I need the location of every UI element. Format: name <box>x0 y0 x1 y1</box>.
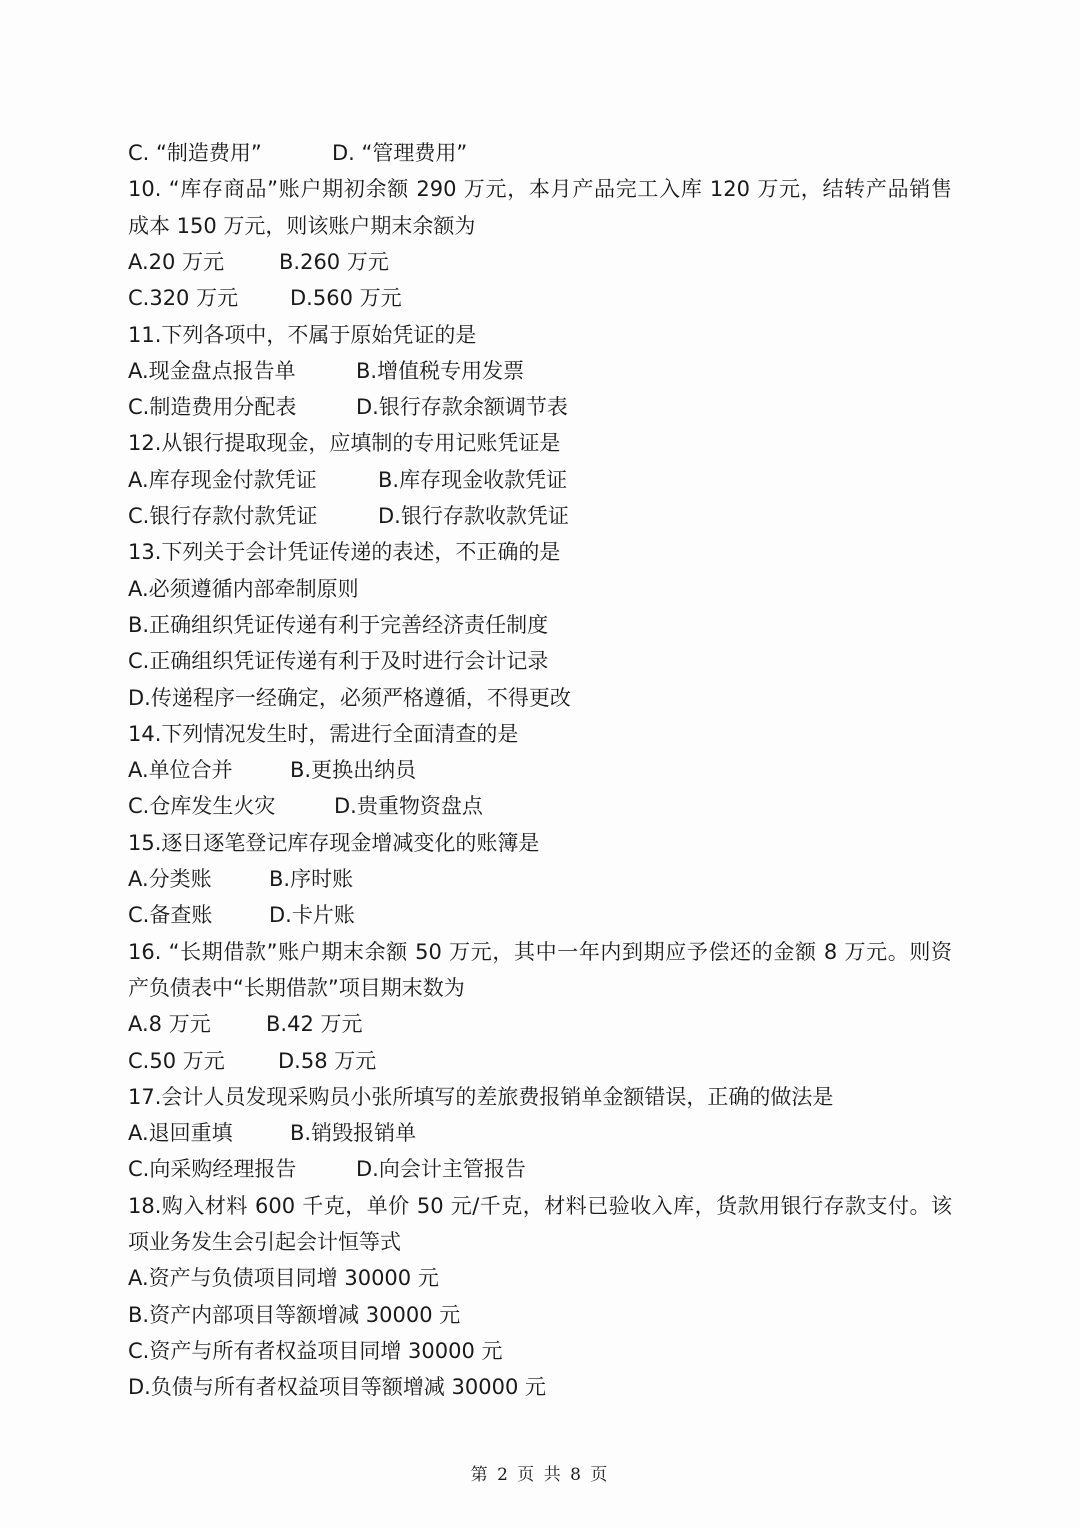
text-line <box>128 1080 833 1114</box>
text-line <box>128 1370 546 1404</box>
answer-option: A.8 万元 <box>128 1012 211 1037</box>
answer-option: B.库存现金收款凭证 <box>378 467 568 492</box>
text-line <box>128 717 518 751</box>
text-line <box>128 209 475 243</box>
answer-option: D.贵重物资盘点 <box>334 794 483 819</box>
answer-option: C.320 万元 <box>128 286 239 311</box>
answer-option: B.销毁报销单 <box>290 1121 417 1146</box>
option-row <box>128 499 569 533</box>
text-line <box>128 1225 401 1259</box>
line-text: 13.下列关于会计凭证传递的表述，不正确的是 <box>128 540 561 565</box>
text-line <box>128 318 476 352</box>
answer-option: A.退回重填 <box>128 1121 233 1146</box>
line-text: 12.从银行提取现金，应填制的专用记账凭证是 <box>128 431 561 456</box>
option-row <box>128 898 355 932</box>
line-text: 10. “库存商品”账户期初余额 290 万元，本月产品完工入库 120 万元，结转产品销售 <box>128 177 952 202</box>
text-line <box>128 826 539 860</box>
option-row <box>128 862 354 896</box>
answer-option: B.更换出纳员 <box>290 758 417 783</box>
answer-option: D.卡片账 <box>269 903 355 928</box>
option-row <box>128 390 568 424</box>
text-line <box>128 1334 503 1368</box>
answer-option: D.560 万元 <box>290 286 402 311</box>
answer-option: A.现金盘点报告单 <box>128 358 296 383</box>
line-text: 成本 150 万元，则该账户期末余额为 <box>128 213 476 238</box>
option-row <box>128 1044 377 1078</box>
option-row <box>128 753 417 787</box>
answer-option: D. “管理费用” <box>332 141 468 165</box>
text-line <box>128 1189 952 1223</box>
line-text: 产负债表中“长期借款”项目期末数为 <box>128 975 465 1000</box>
answer-option: C.制造费用分配表 <box>128 395 297 420</box>
page-number: 第 2 页 共 8 页 <box>470 1465 610 1485</box>
answer-option: D.银行存款收款凭证 <box>378 504 569 528</box>
line-text: 16. “长期借款”账户期末余额 50 万元，其中一年内到期应予偿还的金额 8 万元。则资 <box>128 939 952 964</box>
answer-option: C.仓库发生火灾 <box>128 794 276 819</box>
option-row <box>128 1116 417 1150</box>
text-line <box>128 971 465 1005</box>
line-text: B.正确组织凭证传递有利于完善经济责任制度 <box>128 612 549 637</box>
answer-option: A.库存现金付款凭证 <box>128 467 317 492</box>
text-line <box>128 935 952 969</box>
answer-option: A.20 万元 <box>128 249 225 274</box>
text-line <box>128 172 952 206</box>
line-text: 15.逐日逐笔登记库存现金增减变化的账簿是 <box>128 830 540 855</box>
line-text: C.资产与所有者权益项目同增 30000 元 <box>128 1338 503 1363</box>
answer-option: D.向会计主管报告 <box>356 1157 526 1182</box>
option-row <box>128 281 402 315</box>
answer-option: D.58 万元 <box>278 1048 377 1073</box>
text-line <box>128 1261 439 1295</box>
option-row <box>128 1007 363 1041</box>
option-row <box>128 136 468 170</box>
text-line <box>128 1298 460 1332</box>
line-text: C.正确组织凭证传递有利于及时进行会计记录 <box>128 649 549 674</box>
line-text: 17.会计人员发现采购员小张所填写的差旅费报销单金额错误，正确的做法是 <box>128 1084 834 1109</box>
option-row <box>128 354 525 388</box>
answer-option: A.单位合并 <box>128 758 233 783</box>
line-text: A.资产与负债项目同增 30000 元 <box>128 1266 439 1291</box>
line-text: D.传递程序一经确定，必须严格遵循，不得更改 <box>128 685 571 710</box>
option-row <box>128 463 568 497</box>
answer-option: B.增值税专用发票 <box>356 358 525 383</box>
text-line <box>128 681 571 715</box>
text-line <box>128 535 560 569</box>
answer-option: B.序时账 <box>269 867 354 891</box>
line-text: A.必须遵循内部牵制原则 <box>128 576 359 601</box>
line-text: D.负债与所有者权益项目等额增减 30000 元 <box>128 1375 546 1400</box>
text-line <box>128 608 548 642</box>
option-row <box>128 245 389 279</box>
answer-option: C.50 万元 <box>128 1048 225 1073</box>
answer-option: A.分类账 <box>128 867 212 891</box>
text-line <box>128 644 548 678</box>
option-row <box>128 1152 526 1186</box>
answer-option: C.备查账 <box>128 903 213 928</box>
text-line <box>128 572 359 606</box>
answer-option: B.42 万元 <box>266 1012 363 1037</box>
line-text: 14.下列情况发生时，需进行全面清查的是 <box>128 721 519 746</box>
answer-option: C.向采购经理报告 <box>128 1157 297 1182</box>
answer-option: C. “制造费用” <box>128 141 262 165</box>
line-text: B.资产内部项目等额增减 30000 元 <box>128 1302 461 1327</box>
answer-option: C.银行存款付款凭证 <box>128 504 318 528</box>
line-text: 18.购入材料 600 千克，单价 50 元/千克，材料已验收入库，货款用银行存款支付。该 <box>128 1193 952 1218</box>
line-text: 11.下列各项中，不属于原始凭证的是 <box>128 322 477 347</box>
option-row <box>128 789 483 823</box>
line-text: 项业务发生会引起会计恒等式 <box>128 1230 401 1254</box>
answer-option: D.银行存款余额调节表 <box>356 395 568 420</box>
answer-option: B.260 万元 <box>279 249 389 274</box>
text-line <box>128 426 560 460</box>
